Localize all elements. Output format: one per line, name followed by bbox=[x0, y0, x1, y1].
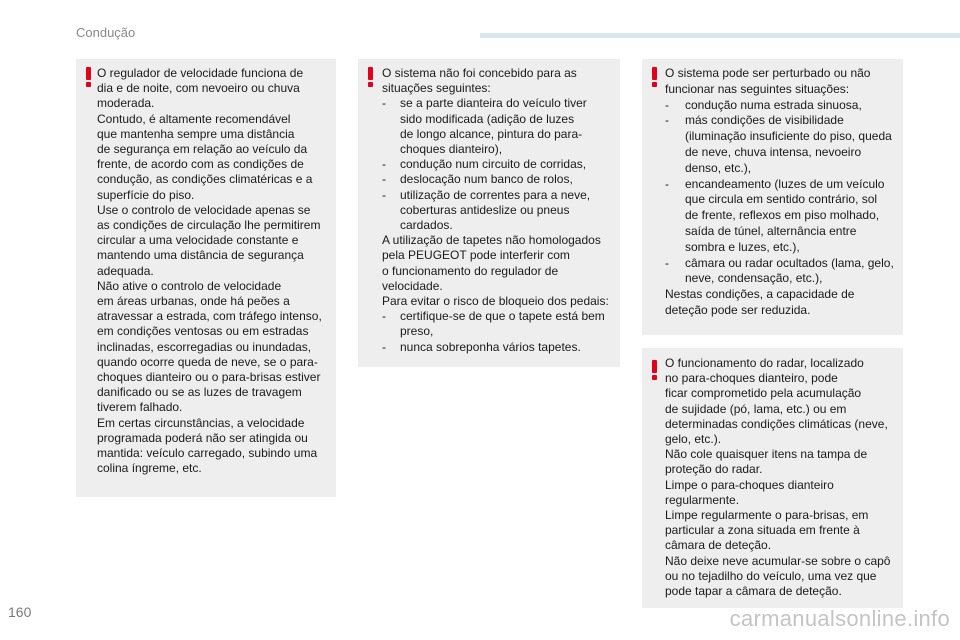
text-line: mantida: veículo carregado, subindo uma bbox=[97, 446, 318, 461]
list-dash: - bbox=[665, 113, 669, 128]
list-item-line: que circula em sentido contrário, sol bbox=[685, 192, 878, 207]
text-line: danificado ou se as luzes de travagem bbox=[97, 385, 302, 400]
list-item-line: sombra e luzes, etc.), bbox=[685, 239, 800, 254]
list-dash: - bbox=[665, 176, 669, 191]
warning-box-system-limits bbox=[358, 59, 620, 367]
list-dash: - bbox=[382, 309, 386, 324]
list-item bbox=[382, 340, 618, 355]
text-line: de sujidade (pó, lama, etc.) ou em bbox=[665, 401, 847, 416]
list-item-line: cardados. bbox=[400, 218, 453, 233]
text-line: Use o controlo de velocidade apenas se bbox=[97, 202, 311, 217]
text-line: programada poderá não ser atingida ou bbox=[97, 430, 308, 445]
text-line: Limpe regularmente o para-brisas, em bbox=[665, 508, 869, 523]
list-dash: - bbox=[382, 339, 386, 354]
list-item-line: de neve, chuva intensa, nevoeiro bbox=[685, 144, 862, 159]
text-line: velocidade. bbox=[382, 278, 443, 293]
text-line: o funcionamento do regulador de bbox=[382, 263, 559, 278]
list-item-line: coberturas antideslize ou pneus bbox=[400, 202, 570, 217]
text-line: pela PEUGEOT pode interferir com bbox=[382, 248, 570, 263]
text-line: Não cole quaisquer itens na tampa de bbox=[665, 447, 868, 462]
text-line: O sistema pode ser perturbado ou não bbox=[665, 66, 871, 80]
warning-box-speed-regulator bbox=[76, 59, 336, 497]
text-line: inclinadas, escorregadias ou inundadas, bbox=[97, 339, 312, 354]
text-line: pode tapar a câmara de deteção. bbox=[665, 584, 842, 599]
list-item bbox=[382, 188, 618, 234]
list-item-line: se a parte dianteira do veículo tiver bbox=[400, 96, 587, 111]
section-title: Condução bbox=[76, 25, 136, 40]
text-line: colina íngreme, etc. bbox=[97, 461, 202, 476]
text-line: proteção do radar. bbox=[665, 462, 763, 477]
text-line: gelo, etc.). bbox=[665, 432, 722, 447]
text-line: mantendo uma distância de segurança bbox=[97, 248, 304, 263]
list-item-line: más condições de visibilidade bbox=[685, 113, 844, 128]
list-item-line: choques dianteiro), bbox=[400, 142, 503, 157]
warning-exclamation-icon bbox=[652, 67, 657, 86]
text-line: em condições ventosas ou em estradas bbox=[97, 324, 309, 339]
text-line: Em certas circunstâncias, a velocidade bbox=[97, 415, 305, 430]
list-dash: - bbox=[665, 97, 669, 112]
text-line: regularmente. bbox=[665, 492, 740, 507]
list-dash: - bbox=[382, 187, 386, 202]
text-line: dia e de noite, com nevoeiro ou chuva bbox=[97, 81, 300, 96]
list-item bbox=[382, 96, 618, 157]
text-line: tiverem falhado. bbox=[97, 400, 183, 415]
list-dash: - bbox=[382, 157, 386, 172]
text-line: Limpe o para-choques dianteiro bbox=[665, 477, 834, 492]
text-line: de segurança em relação ao veículo da bbox=[97, 142, 308, 157]
text-line: Contudo, é altamente recomendável bbox=[97, 111, 291, 126]
text-line: ficar comprometido pela acumulação bbox=[665, 386, 862, 401]
text-line: no para-choques dianteiro, pode bbox=[665, 371, 838, 386]
list-item-line: deslocação num banco de rolos, bbox=[400, 172, 573, 187]
list-item-line: de frente, reflexos em piso molhado, bbox=[685, 208, 880, 223]
list-item-line: (iluminação insuficiente do piso, queda bbox=[685, 129, 892, 144]
text-line: superfície do piso. bbox=[97, 187, 195, 202]
list-item-line: sido modificada (adição de luzes bbox=[400, 111, 575, 126]
text-line: O funcionamento do radar, localizado bbox=[665, 356, 864, 370]
watermark: carmanualsonline.info bbox=[729, 606, 950, 631]
text-line: O sistema não foi concebido para as bbox=[382, 66, 577, 80]
text-line: quando ocorre queda de neve, se o para- bbox=[97, 354, 318, 369]
warning-box-text bbox=[665, 66, 901, 319]
text-line: A utilização de tapetes não homologados bbox=[382, 233, 601, 248]
text-line: particular a zona situada em frente à bbox=[665, 523, 860, 538]
warning-box-radar bbox=[642, 348, 903, 608]
header-bar bbox=[480, 33, 960, 38]
list-item bbox=[665, 113, 901, 176]
list-item-line: condução num circuito de corridas, bbox=[400, 157, 587, 172]
text-line: Não ative o controlo de velocidade bbox=[97, 278, 282, 293]
text-line: situações seguintes: bbox=[382, 81, 491, 96]
text-line: adequada. bbox=[97, 263, 154, 278]
text-line: funcionar nas seguintes situações: bbox=[665, 81, 850, 96]
warning-exclamation-icon bbox=[368, 67, 373, 86]
list-item-line: saída de túnel, alternância entre bbox=[685, 223, 857, 238]
text-line: em áreas urbanas, onde há peões a bbox=[97, 294, 290, 309]
list-item bbox=[665, 177, 901, 256]
list-item-line: condução numa estrada sinuosa, bbox=[685, 97, 862, 112]
text-line: Não deixe neve acumular-se sobre o capô bbox=[665, 553, 891, 568]
warning-box-text bbox=[382, 66, 618, 355]
list-item-line: de longo alcance, pintura do para- bbox=[400, 126, 583, 141]
warning-exclamation-icon bbox=[652, 360, 657, 379]
text-line: deteção pode ser reduzida. bbox=[665, 302, 811, 317]
text-line: atravessar a estrada, com tráfego intenso, bbox=[97, 309, 322, 324]
page-number: 160 bbox=[8, 604, 32, 620]
text-line: circular a uma velocidade constante e bbox=[97, 233, 299, 248]
text-line: Nestas condições, a capacidade de bbox=[665, 287, 855, 302]
text-line: determinadas condições climáticas (neve, bbox=[665, 416, 888, 431]
list-item-line: preso, bbox=[400, 324, 434, 339]
list-dash: - bbox=[382, 172, 386, 187]
text-line: ou no tejadilho do veículo, uma vez que bbox=[665, 568, 877, 583]
text-line: condução, as condições climatéricas e a bbox=[97, 172, 313, 187]
list-item bbox=[382, 309, 618, 339]
text-line: O regulador de velocidade funciona de bbox=[97, 66, 304, 80]
list-dash: - bbox=[382, 96, 386, 111]
text-line: as condições de circulação lhe permitirem bbox=[97, 218, 321, 233]
warning-box-disturbances bbox=[642, 59, 903, 335]
list-item bbox=[382, 157, 618, 172]
list-item-line: neve, condensação, etc.), bbox=[685, 271, 823, 286]
text-line: frente, de acordo com as condições de bbox=[97, 157, 304, 172]
warning-exclamation-icon bbox=[86, 67, 91, 86]
list-item-line: encandeamento (luzes de um veículo bbox=[685, 176, 885, 191]
text-line: choques dianteiro ou o para-brisas estiver bbox=[97, 370, 321, 385]
text-line: câmara de deteção. bbox=[665, 538, 772, 553]
text-line: que mantenha sempre uma distância bbox=[97, 126, 295, 141]
list-dash: - bbox=[665, 255, 669, 270]
list-item bbox=[382, 172, 618, 187]
list-item-line: câmara ou radar ocultados (lama, gelo, bbox=[685, 255, 894, 270]
text-line: moderada. bbox=[97, 96, 155, 111]
list-item-line: certifique-se de que o tapete está bem bbox=[400, 309, 605, 324]
list-item bbox=[665, 256, 901, 288]
warning-box-text bbox=[97, 66, 333, 476]
list-item-line: denso, etc.), bbox=[685, 160, 752, 175]
list-item bbox=[665, 98, 901, 114]
warning-box-text bbox=[665, 356, 901, 599]
list-item-line: utilização de correntes para a neve, bbox=[400, 187, 591, 202]
list-item-line: nunca sobreponha vários tapetes. bbox=[400, 339, 581, 354]
text-line: Para evitar o risco de bloqueio dos pedais: bbox=[382, 294, 609, 309]
